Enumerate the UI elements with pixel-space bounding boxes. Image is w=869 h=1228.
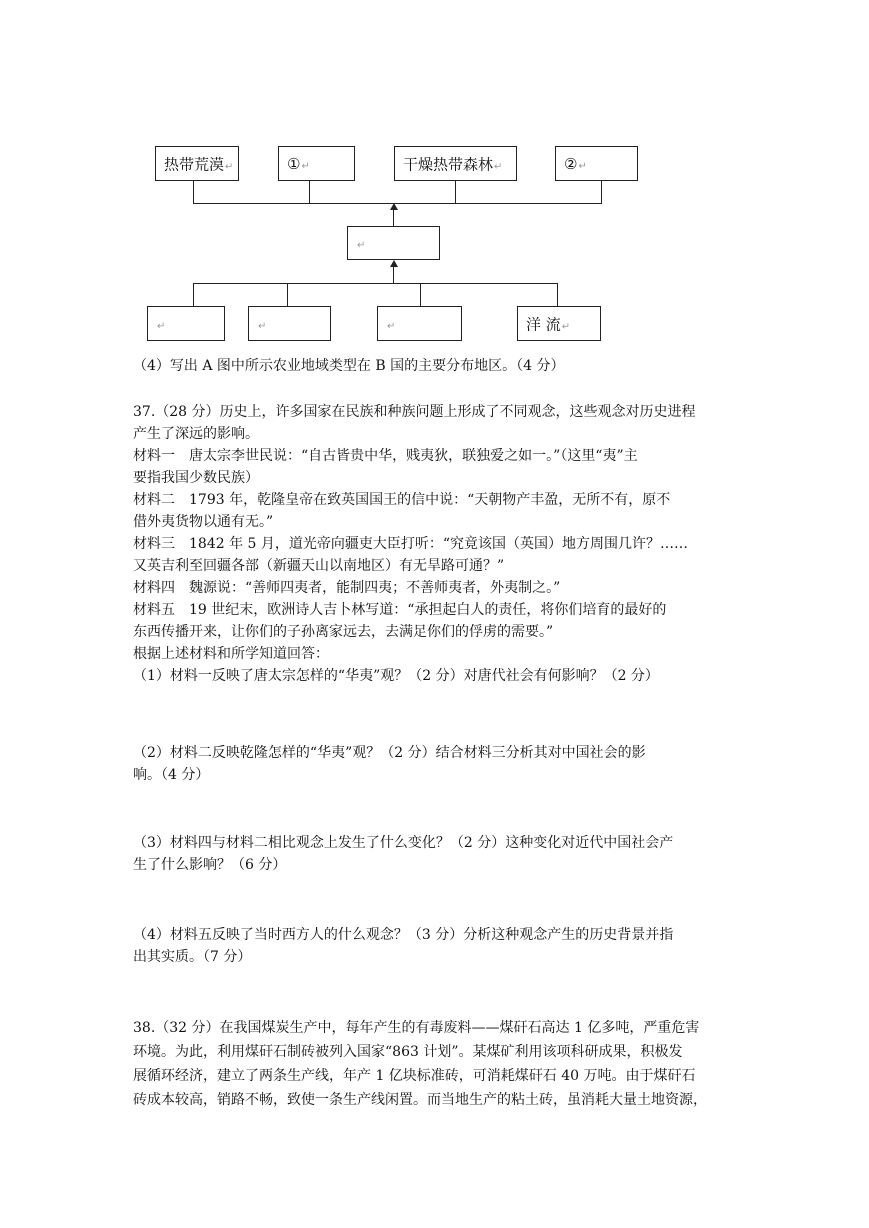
arrow-up-icon: [390, 203, 398, 210]
box-bottom-4-label: 洋 流: [526, 315, 561, 333]
q37-intro-line2: 产生了深远的影响。: [133, 426, 259, 442]
return-mark-icon: ↵: [225, 161, 234, 172]
connector: [193, 283, 194, 306]
material-5-line2: 东西传播开来，让你们的子孙离家远去，去满足你们的俘虏的需要。”: [133, 624, 554, 640]
q38-line1: 38.（32 分）在我国煤炭生产中，每年产生的有毒废料——煤矸石高达 1 亿多吨，严重危害: [133, 1020, 700, 1036]
connector: [193, 283, 558, 284]
box-top-2: [278, 146, 355, 181]
box-middle: [347, 226, 440, 260]
q38-block: [133, 1016, 743, 1112]
connector: [287, 283, 288, 306]
connector: [393, 210, 394, 226]
q37-block: [133, 401, 743, 687]
connector: [601, 181, 602, 204]
material-5-line1: 材料五 19 世纪末，欧洲诗人吉卜林写道：“承担起白人的责任，将你们培育的最好的: [133, 602, 667, 618]
return-mark-icon: ↵: [157, 320, 166, 332]
q37-sub2-block: [133, 742, 743, 786]
return-mark-icon: ↵: [387, 320, 396, 332]
connector: [557, 283, 558, 306]
connector: [393, 267, 394, 284]
box-bottom-4: [517, 306, 601, 341]
material-2-line2: 借外夷货物以通有无。”: [133, 514, 274, 530]
box-top-1-label: 热带荒漠: [164, 155, 225, 173]
connector: [420, 283, 421, 306]
material-1-line1: 材料一 唐太宗李世民说：“自古皆贵中华，贱夷狄，联独爱之如一。”（这里“夷”主: [133, 448, 638, 464]
q37-sub3-block: [133, 832, 743, 876]
q37-sub3-line2: 生了什么影响？（6 分）: [133, 857, 287, 873]
connector: [193, 181, 194, 204]
box-bottom-3: [377, 306, 462, 341]
q37-sub1: （1）材料一反映了唐太宗怎样的“华夷”观？（2 分）对唐代社会有何影响？（2 分）: [133, 668, 659, 684]
box-top-1: [155, 146, 239, 181]
flow-diagram: [0, 0, 869, 350]
box-top-3: [394, 146, 517, 181]
q36-part4: [133, 355, 743, 377]
material-4-line1: 材料四 魏源说：“善师四夷者，能制四夷；不善师夷者，外夷制之。”: [133, 580, 561, 596]
material-2-line1: 材料二 1793 年，乾隆皇帝在致英国国王的信中说：“天朝物产丰盈，无所不有，原不: [133, 492, 671, 508]
return-mark-icon: ↵: [301, 160, 310, 172]
q38-line2: 环境。为此，利用煤矸石制砖被列入国家“863 计划”。某煤矿利用该项科研成果，积极发: [133, 1044, 683, 1060]
box-top-3-label: 干燥热带森林: [403, 155, 494, 173]
q38-line3: 展循环经济，建立了两条生产线，年产 1 亿块标准砖，可消耗煤矸石 40 万吨。由于煤矸石: [133, 1068, 696, 1084]
return-mark-icon: ↵: [561, 321, 571, 332]
connector: [309, 181, 310, 204]
q37-sub4-line1: （4）材料五反映了当时西方人的什么观念？（3 分）分析这种观念产生的历史背景并指: [133, 927, 674, 943]
material-3-line1: 材料三 1842 年 5 月，道光帝向疆吏大臣打听：“究竟该国（英国）地方周围几许？……: [133, 536, 689, 552]
q37-sub2-line2: 响。（4 分）: [133, 767, 210, 783]
box-bottom-1: [147, 306, 225, 341]
return-mark-icon: ↵: [494, 161, 503, 172]
box-top-4: [555, 146, 638, 181]
return-mark-icon: ↵: [578, 160, 587, 172]
q37-sub2-line1: （2）材料二反映乾隆怎样的“华夷”观？（2 分）结合材料三分析其对中国社会的影: [133, 745, 646, 761]
connector: [455, 181, 456, 204]
q37-sub3-line1: （3）材料四与材料二相比观念上发生了什么变化？（2 分）这种变化对近代中国社会产: [133, 835, 674, 851]
material-1-line2: 要指我国少数民族）: [133, 470, 259, 486]
q37-prompt: 根据上述材料和所学知道回答：: [133, 646, 329, 662]
q37-sub4-line2: 出其实质。（7 分）: [133, 949, 252, 965]
return-mark-icon: ↵: [258, 320, 267, 332]
box-bottom-2: [248, 306, 331, 341]
return-mark-icon: ↵: [357, 240, 366, 251]
q37-intro-line1: 37.（28 分）历史上，许多国家在民族和种族问题上形成了不同观念，这些观念对历史进程: [133, 404, 696, 420]
q36-part4-text: （4）写出 A 图中所示农业地域类型在 B 国的主要分布地区。（4 分）: [133, 358, 565, 374]
box-top-2-label: ①: [287, 154, 301, 173]
q38-line4: 砖成本较高，销路不畅，致使一条生产线闲置。而当地生产的粘土砖，虽消耗大量土地资源，: [133, 1092, 707, 1108]
material-3-line2: 又英吉利至回疆各部（新疆天山以南地区）有无旱路可通？”: [133, 558, 505, 574]
arrow-up-icon: [390, 260, 398, 267]
q37-sub4-block: [133, 924, 743, 968]
box-top-4-label: ②: [564, 154, 578, 173]
